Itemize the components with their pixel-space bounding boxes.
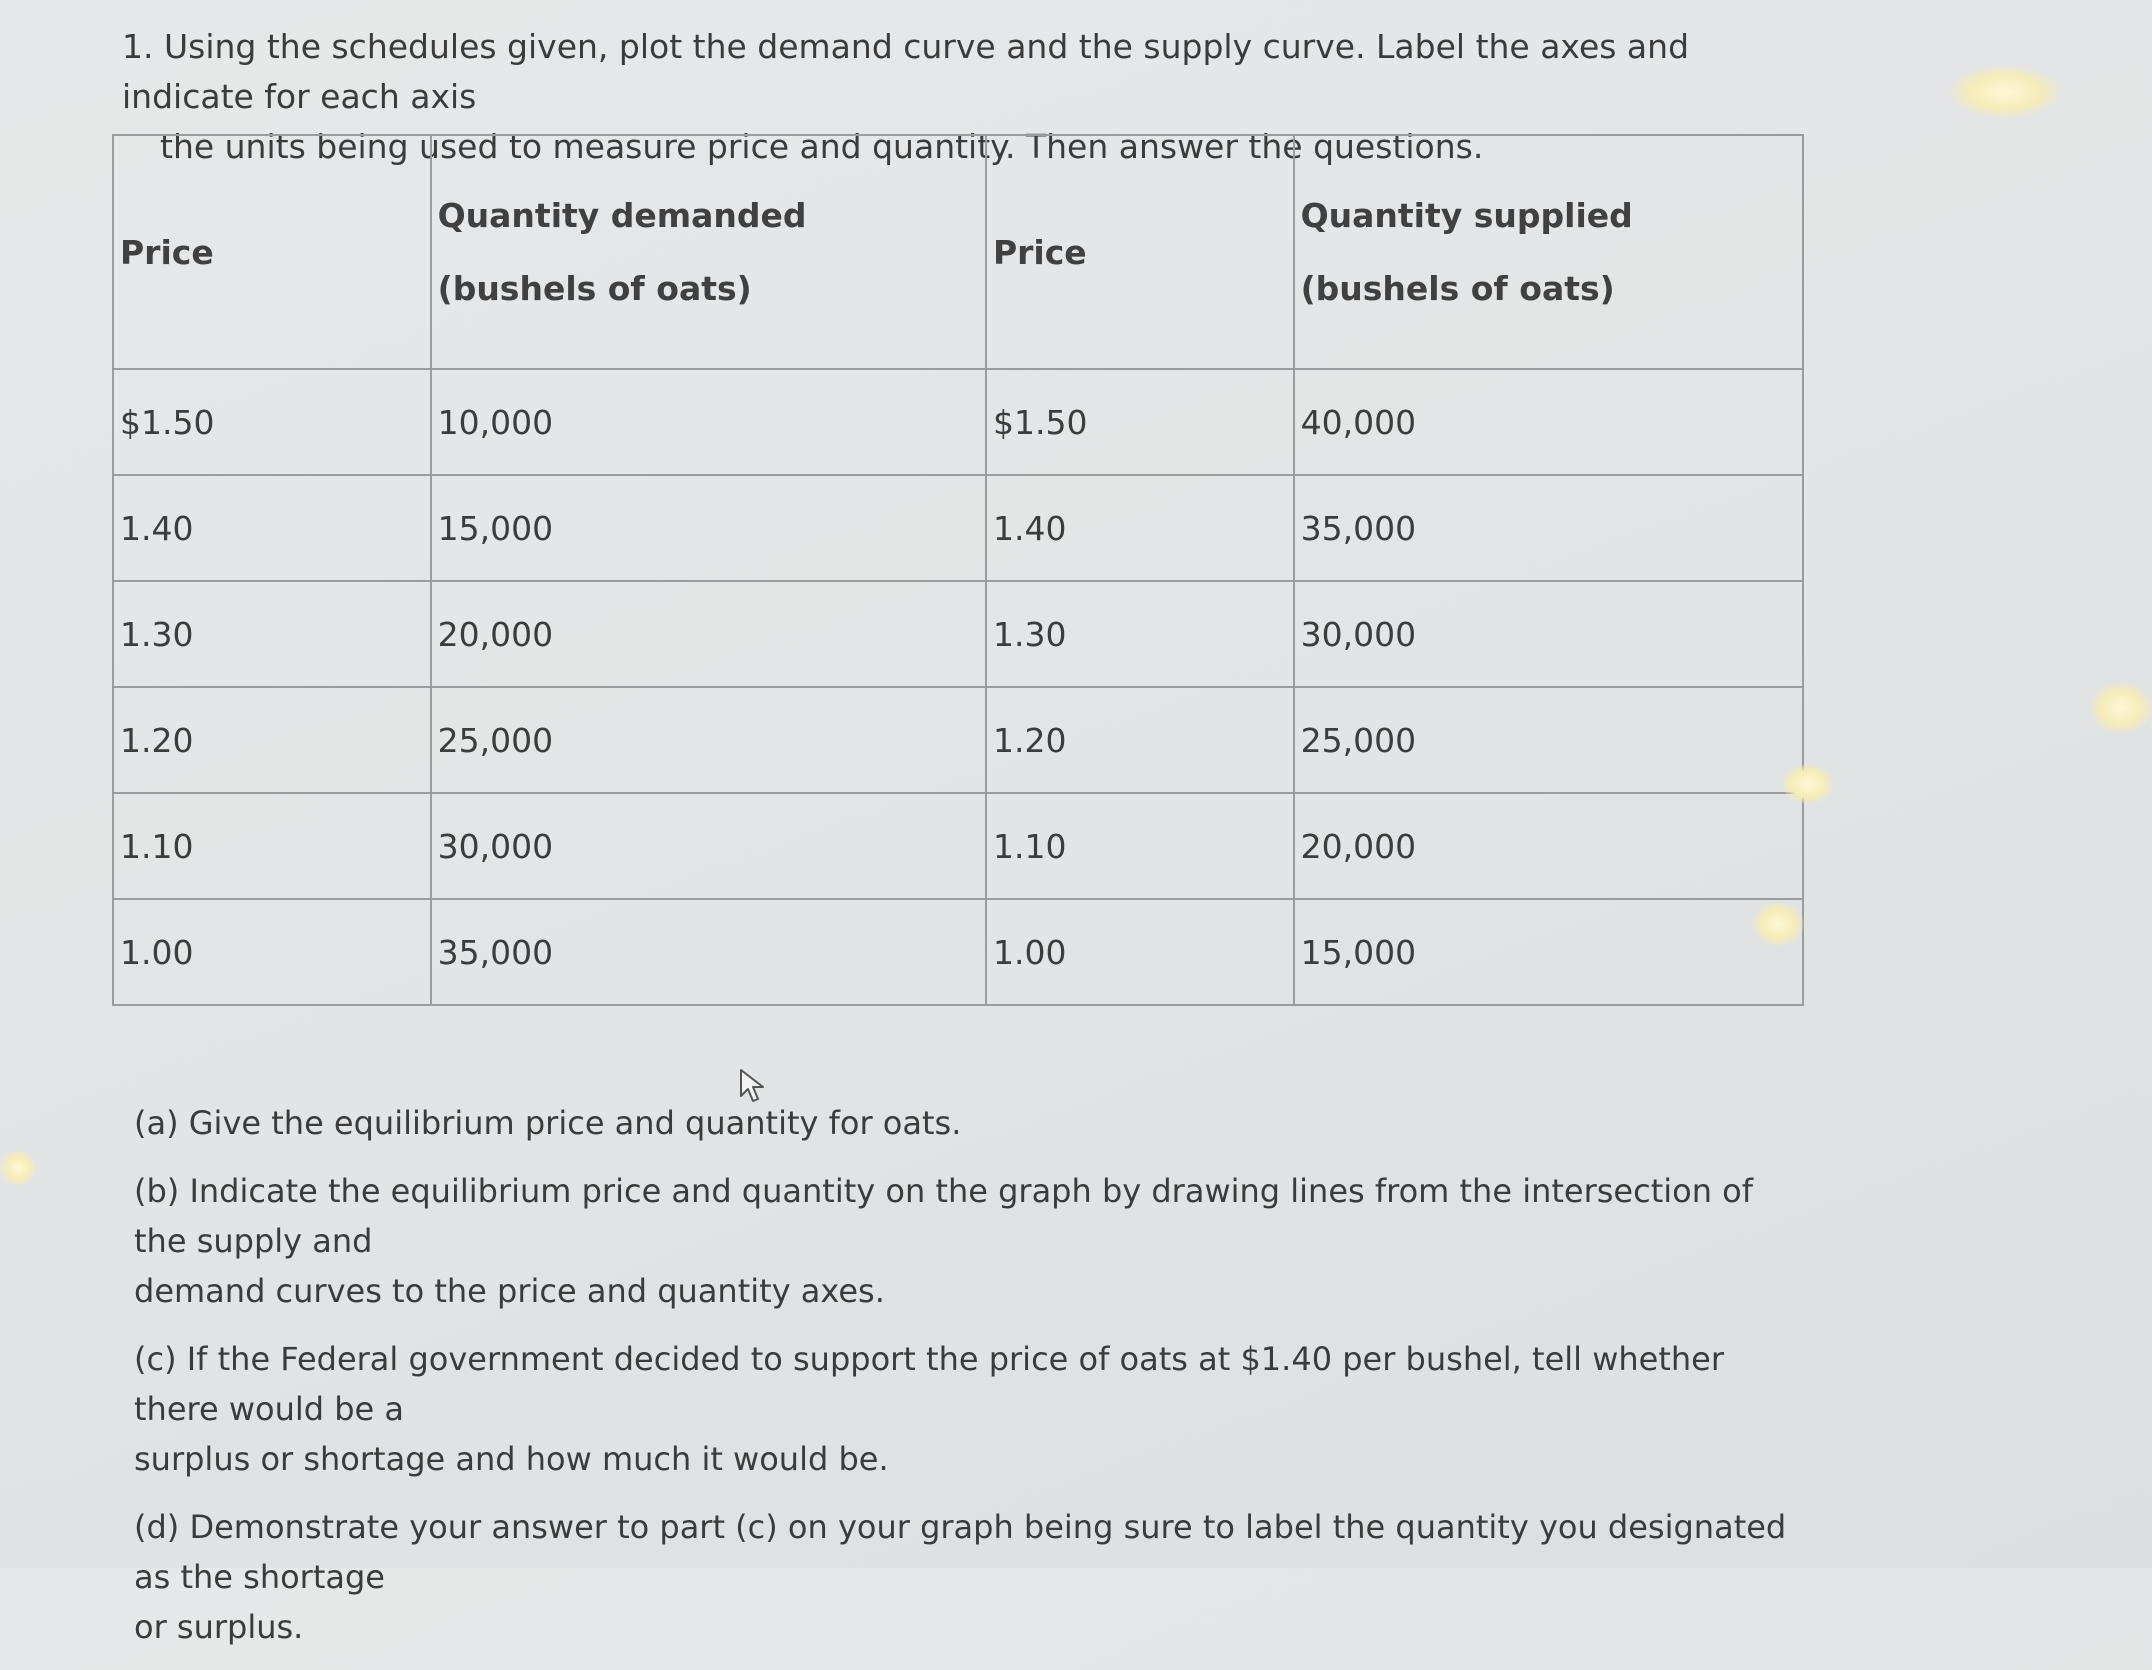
question-line-1: 1. Using the schedules given, plot the demand curve and the supply curve. Label the axes and indicate for each axis: [122, 27, 1690, 116]
glare-reflection: [0, 1150, 36, 1186]
cell-quantity-supplied: 35,000: [1294, 475, 1803, 581]
glare-reflection: [2090, 682, 2152, 734]
cell-price-supply: 1.30: [986, 581, 1294, 687]
cell-quantity-supplied: 20,000: [1294, 793, 1803, 899]
supply-demand-schedule-table: [112, 134, 1804, 1006]
cell-price-demand: 1.00: [113, 899, 431, 1005]
table-row: [113, 369, 1803, 475]
cell-price-demand: $1.50: [113, 369, 431, 475]
table-row: [113, 687, 1803, 793]
part-d-line-1: (d) Demonstrate your answer to part (c) on your graph being sure to label the quantity you designated as the shortage: [134, 1508, 1787, 1596]
header-quantity-demanded: [431, 135, 986, 369]
glare-reflection: [1950, 66, 2060, 118]
header-quantity-supplied: [1294, 135, 1803, 369]
header-qs-title: Quantity supplied: [1300, 196, 1633, 235]
header-qd-title: Quantity demanded: [437, 196, 807, 235]
cell-quantity-supplied: 40,000: [1294, 369, 1803, 475]
part-d-line-2: or surplus.: [134, 1608, 304, 1646]
cell-quantity-demanded: 30,000: [431, 793, 986, 899]
table-row: [113, 475, 1803, 581]
cell-price-supply: 1.40: [986, 475, 1294, 581]
question-line-2: the units being used to measure price and quantity. Then answer the questions.: [160, 127, 1484, 166]
part-b-line-1: (b) Indicate the equilibrium price and quantity on the graph by drawing lines from the intersection of the supply and: [134, 1172, 1754, 1260]
cell-price-supply: $1.50: [986, 369, 1294, 475]
table-row: [113, 581, 1803, 687]
cell-price-demand: 1.20: [113, 687, 431, 793]
glare-reflection: [1782, 764, 1834, 804]
question-part-c: [134, 1334, 1814, 1484]
table-header-row: [113, 135, 1803, 369]
cell-price-demand: 1.40: [113, 475, 431, 581]
cell-price-demand: 1.30: [113, 581, 431, 687]
part-c-line-1: (c) If the Federal government decided to support the price of oats at $1.40 per bushel, tell whether there would be a: [134, 1340, 1725, 1428]
questions-list: [134, 1098, 1814, 1670]
glare-reflection: [1752, 902, 1804, 946]
cell-quantity-demanded: 10,000: [431, 369, 986, 475]
cell-quantity-supplied: 15,000: [1294, 899, 1803, 1005]
question-part-a: [134, 1098, 1814, 1148]
header-qs-unit: (bushels of oats): [1300, 269, 1615, 308]
part-b-line-2: demand curves to the price and quantity axes.: [134, 1272, 885, 1310]
part-c-line-2: surplus or shortage and how much it would be.: [134, 1440, 889, 1478]
cell-quantity-demanded: 25,000: [431, 687, 986, 793]
cell-quantity-supplied: 25,000: [1294, 687, 1803, 793]
table-row: [113, 793, 1803, 899]
cell-price-demand: 1.10: [113, 793, 431, 899]
header-price-supply: Price: [986, 135, 1294, 369]
cell-price-supply: 1.10: [986, 793, 1294, 899]
table-row: [113, 899, 1803, 1005]
part-a-text: (a) Give the equilibrium price and quantity for oats.: [134, 1104, 962, 1142]
cell-quantity-demanded: 15,000: [431, 475, 986, 581]
header-price-demand: Price: [113, 135, 431, 369]
question-part-b: [134, 1166, 1814, 1316]
cell-price-supply: 1.00: [986, 899, 1294, 1005]
cell-quantity-supplied: 30,000: [1294, 581, 1803, 687]
question-part-d: [134, 1502, 1814, 1652]
cell-quantity-demanded: 20,000: [431, 581, 986, 687]
cell-price-supply: 1.20: [986, 687, 1294, 793]
cell-quantity-demanded: 35,000: [431, 899, 986, 1005]
header-qd-unit: (bushels of oats): [437, 269, 752, 308]
